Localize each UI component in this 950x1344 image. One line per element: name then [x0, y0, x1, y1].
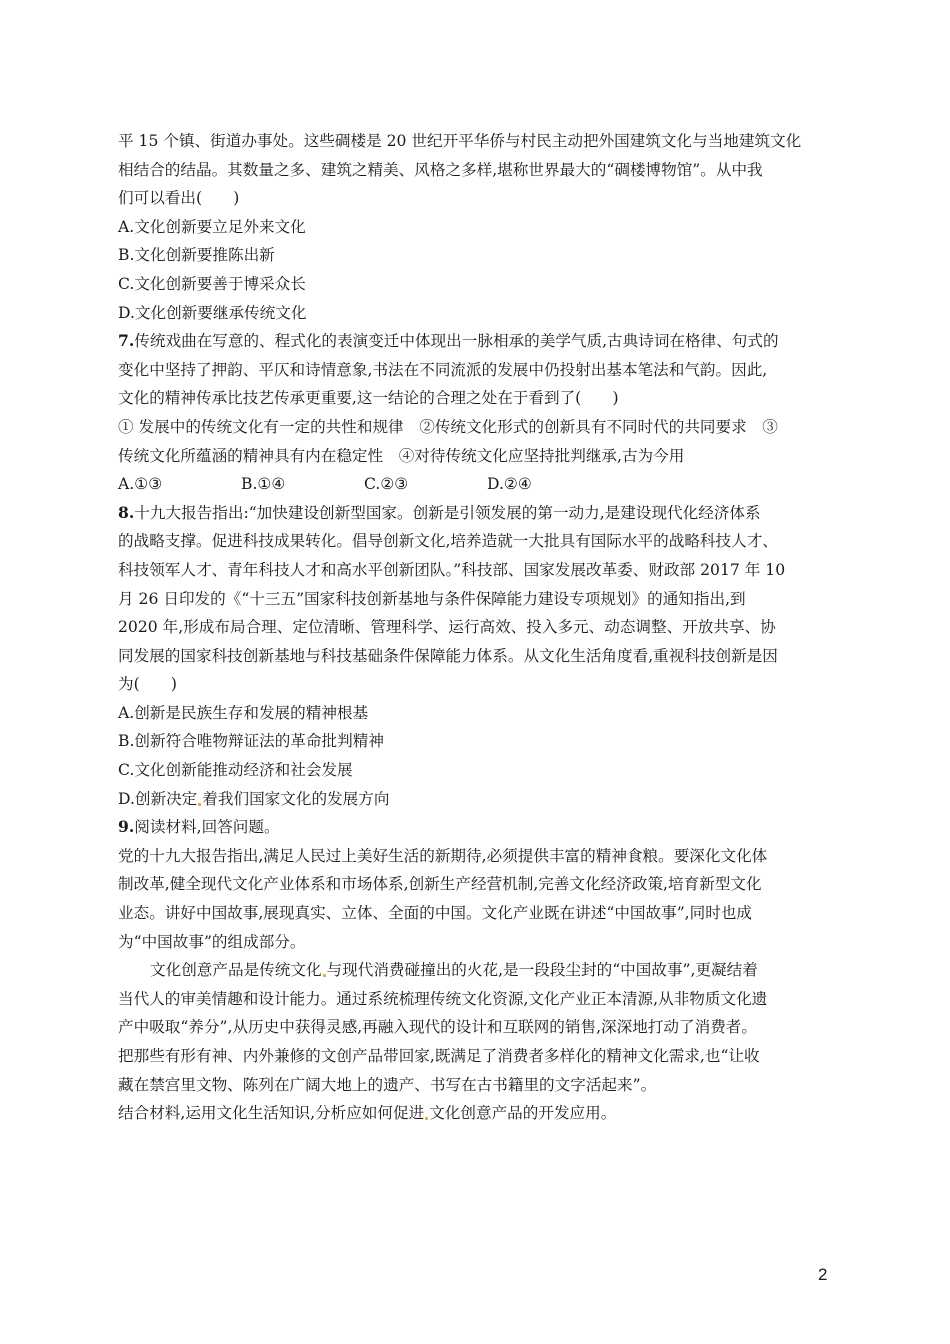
question-stem-line: 变化中坚持了押韵、平仄和诗情意象,书法在不同流派的发展中仍投射出基本笔法和气韵。因此,	[118, 360, 768, 379]
question-title: 阅读材料,回答问题。	[134, 818, 280, 837]
option-a: A.①③	[118, 475, 163, 494]
option-b: B.文化创新要推陈出新	[118, 246, 275, 265]
question-6	[118, 127, 838, 327]
question-stem-line: 们可以看出( )	[118, 189, 240, 208]
question-7	[118, 327, 838, 499]
material-line: 藏在禁宫里文物、陈列在广阔大地上的遗产、书写在古书籍里的文字活起来”。	[118, 1075, 657, 1094]
material-line: 当代人的审美情趣和设计能力。通过系统梳理传统文化资源,文化产业正本清源,从非物质文化遗	[118, 989, 768, 1008]
edit-mark	[198, 803, 201, 806]
statement-line: 传统文化所蕴涵的精神具有内在稳定性 ④对待传统文化应坚持批判继承,古为今用	[118, 446, 685, 465]
question-stem-line: 同发展的国家科技创新基地与科技基础条件保障能力体系。从文化生活角度看,重视科技创新是因	[118, 646, 778, 665]
material-line: 业态。讲好中国故事,展现真实、立体、全面的中国。文化产业既在讲述“中国故事”,同时也成	[118, 904, 753, 923]
question-stem-line: 相结合的结晶。其数量之多、建筑之精美、风格之多样,堪称世界最大的“碉楼博物馆”。从中我	[118, 160, 763, 179]
question-stem-line: 平 15 个镇、街道办事处。这些碉楼是 20 世纪开平华侨与村民主动把外国建筑文化与当地建筑文化	[118, 132, 802, 150]
options-row	[118, 470, 838, 499]
material-line	[118, 956, 838, 985]
question-stem-line: 科技领军人才、青年科技人才和高水平创新团队。”科技部、国家发展改革委、财政部 2017 年 10	[118, 560, 786, 579]
document-body	[118, 127, 838, 1128]
option-c: C.文化创新能推动经济和社会发展	[118, 761, 353, 780]
option-c: C.文化创新要善于博采众长	[118, 274, 306, 293]
material-line: 为“中国故事”的组成部分。	[118, 932, 306, 951]
option-b: B.①④	[241, 475, 286, 494]
option-d-text: D.创新决定	[118, 789, 198, 808]
question-stem-line: 文化的精神传承比技艺传承更重要,这一结论的合理之处在于看到了( )	[118, 389, 619, 408]
option-d: D.文化创新要继承传统文化	[118, 303, 307, 322]
material-line: 党的十九大报告指出,满足人民过上美好生活的新期待,必须提供丰富的精神食粮。要深化文化体	[118, 846, 768, 865]
question-stem-line: 传统戏曲在写意的、程式化的表演变迁中体现出一脉相承的美学气质,古典诗词在格律、句式的	[134, 332, 779, 351]
edit-mark	[323, 974, 326, 977]
option-c: C.②③	[364, 475, 409, 494]
question-prompt	[118, 1099, 838, 1128]
question-number: 9.	[118, 817, 135, 837]
option-a: A.文化创新要立足外来文化	[118, 217, 306, 236]
prompt-text: 结合材料,运用文化生活知识,分析应如何促进	[118, 1104, 425, 1123]
question-stem-line: 月 26 日印发的《“十三五”国家科技创新基地与条件保障能力建设专项规划》的通知指出,到	[118, 589, 746, 608]
material-line: 产中吸取“养分”,从历史中获得灵感,再融入现代的设计和互联网的销售,深深地打动了消费者。	[118, 1018, 757, 1037]
question-number: 7.	[118, 331, 135, 351]
prompt-text: 文化创意产品的开发应用。	[429, 1104, 617, 1123]
question-8	[118, 499, 838, 814]
question-stem-line: 的战略支撑。促进科技成果转化。倡导创新文化,培养造就一大批具有国际水平的战略科技人才、	[118, 532, 778, 551]
material-text: 与现代消费碰撞出的火花,是一段段尘封的“中国故事”,更凝结着	[326, 961, 758, 980]
option-d-text: 着我们国家文化的发展方向	[202, 789, 390, 808]
option-d	[118, 785, 838, 814]
edit-mark	[425, 1117, 428, 1120]
option-b: B.创新符合唯物辩证法的革命批判精神	[118, 732, 384, 751]
question-9	[118, 813, 838, 1128]
question-stem-line: 2020 年,形成布局合理、定位清晰、管理科学、运行高效、投入多元、动态调整、开放共享、协	[118, 618, 776, 637]
material-text: 文化创意产品是传统文化	[150, 961, 322, 980]
material-line: 把那些有形有神、内外兼修的文创产品带回家,既满足了消费者多样化的精神文化需求,也“让收	[118, 1047, 760, 1065]
page-number: 2	[818, 1265, 828, 1284]
material-line: 制改革,健全现代文化产业体系和市场体系,创新生产经营机制,完善文化经济政策,培育新型文化	[118, 875, 762, 894]
question-number: 8.	[118, 502, 135, 522]
option-d: D.②④	[487, 475, 532, 494]
question-stem-line: 十九大报告指出:“加快建设创新型国家。创新是引领发展的第一动力,是建设现代化经济体系	[134, 503, 761, 522]
question-stem-line: 为( )	[118, 675, 177, 694]
option-a: A.创新是民族生存和发展的精神根基	[118, 703, 369, 722]
statement-line: ① 发展中的传统文化有一定的共性和规律 ②传统文化形式的创新具有不同时代的共同要求 ③	[118, 417, 778, 436]
